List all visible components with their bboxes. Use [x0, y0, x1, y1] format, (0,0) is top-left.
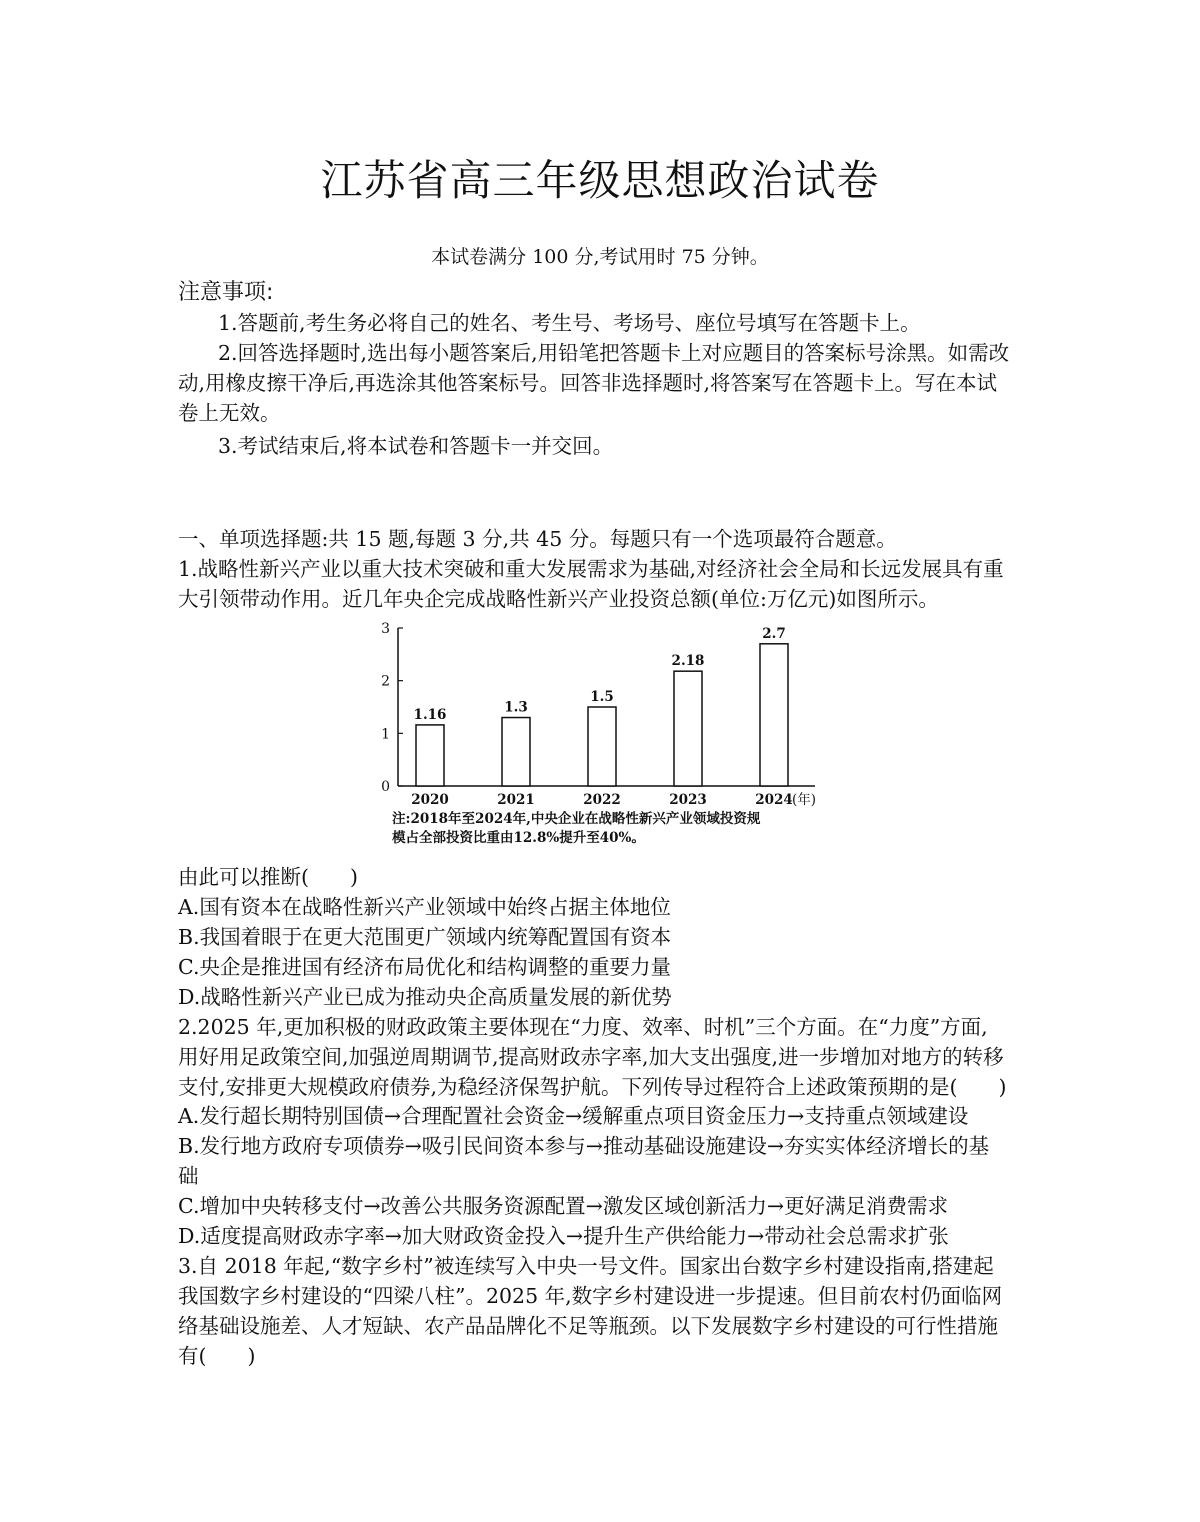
chart-note-line-2: 模占全部投资比重由12.8%提升至40%。: [392, 830, 645, 846]
bar: [674, 671, 702, 786]
x-tick-label: 2022: [583, 792, 621, 808]
q3-stem-line-4: 有( ): [178, 1344, 256, 1368]
y-tick-label: 2: [381, 673, 390, 690]
exam-subtitle: 本试卷满分 100 分,考试用时 75 分钟。: [431, 246, 769, 268]
chart-note: [392, 810, 760, 848]
q3-stem-line-1: 3.自 2018 年起,“数字乡村”被连续写入中央一号文件。国家出台数字乡村建设指南,搭建起: [178, 1254, 994, 1278]
notice-item-3: 3.考试结束后,将本试卷和答题卡一并交回。: [218, 434, 614, 458]
q2-stem-line-2: 用好用足政策空间,加强逆周期调节,提高财政赤字率,加大支出强度,进一步增加对地方的转移: [178, 1045, 1004, 1069]
q1-option-d: D.战略性新兴产业已成为推动央企高质量发展的新优势: [178, 985, 672, 1009]
q1-option-b: B.我国着眼于在更大范围更广领域内统筹配置国有资本: [178, 925, 672, 949]
notice-heading: 注意事项:: [178, 280, 274, 305]
x-tick-label: 2024: [755, 792, 793, 808]
q1-stem-line-1: 1.战略性新兴产业以重大技术突破和重大发展需求为基础,对经济社会全局和长远发展具有重: [178, 557, 1004, 581]
bar-value-label: 1.3: [504, 699, 528, 716]
bar: [760, 644, 788, 786]
bar-value-label: 2.18: [671, 653, 705, 670]
q2-option-b-line-1: B.发行地方政府专项债券→吸引民间资本参与→推动基础设施建设→夯实实体经济增长的基: [178, 1134, 990, 1158]
y-tick-label: 0: [381, 779, 390, 795]
bar: [588, 707, 616, 786]
x-tick-label: 2021: [497, 792, 535, 808]
bar-chart-svg: [370, 618, 840, 808]
notice-item-1: 1.答题前,考生务必将自己的姓名、考生号、考场号、座位号填写在答题卡上。: [218, 311, 921, 335]
q1-option-c: C.央企是推进国有经济布局优化和结构调整的重要力量: [178, 955, 671, 979]
q2-option-b-line-2: 础: [178, 1164, 199, 1188]
q2-stem-line-3: 支付,安排更大规模政府债券,为稳经济保驾护航。下列传导过程符合上述政策预期的是( ): [178, 1075, 1007, 1099]
bar: [502, 718, 530, 786]
q2-stem-line-1: 2.2025 年,更加积极的财政政策主要体现在“力度、效率、时机”三个方面。在“力度”方面,: [178, 1015, 988, 1039]
q3-stem-line-2: 我国数字乡村建设的“四梁八柱”。2025 年,数字乡村建设进一步提速。但目前农村仍面临网: [178, 1284, 1003, 1308]
q1-option-a: A.国有资本在战略性新兴产业领域中始终占据主体地位: [178, 895, 671, 919]
bar-value-label: 1.5: [590, 689, 614, 705]
q1-stem-line-2: 大引领带动作用。近几年央企完成战略性新兴产业投资总额(单位:万亿元)如图所示。: [178, 587, 939, 611]
y-tick-label: 1: [381, 726, 390, 743]
q2-option-c: C.增加中央转移支付→改善公共服务资源配置→激发区域创新活力→更好满足消费需求: [178, 1194, 948, 1218]
bar: [416, 725, 444, 786]
q2-option-d: D.适度提高财政赤字率→加大财政资金投入→提升生产供给能力→带动社会总需求扩张: [178, 1224, 949, 1248]
notice-item-2-line-1: 2.回答选择题时,选出每小题答案后,用铅笔把答题卡上对应题目的答案标号涂黑。如需改: [218, 341, 1010, 365]
q2-option-a: A.发行超长期特别国债→合理配置社会资金→缓解重点项目资金压力→支持重点领域建设: [178, 1104, 969, 1128]
bar-value-label: 2.7: [762, 625, 786, 642]
q3-stem-line-3: 络基础设施差、人才短缺、农产品品牌化不足等瓶颈。以下发展数字乡村建设的可行性措施: [178, 1314, 998, 1338]
section-heading: 一、单项选择题:共 15 题,每题 3 分,共 45 分。每题只有一个选项最符合题意。: [178, 527, 897, 551]
q1-ask: 由此可以推断( ): [178, 865, 358, 889]
x-axis-unit-label: (年): [792, 792, 817, 808]
y-tick-label: 3: [381, 621, 390, 637]
notice-item-2-line-2: 动,用橡皮擦干净后,再选涂其他答案标号。回答非选择题时,将答案写在答题卡上。写在本试: [178, 371, 998, 395]
x-tick-label: 2023: [669, 792, 707, 808]
chart-note-line-1: 注:2018年至2024年,中央企业在战略性新兴产业领域投资规: [392, 811, 761, 827]
notice-item-2-line-3: 卷上无效。: [178, 401, 281, 425]
bar-value-label: 1.16: [413, 706, 447, 723]
x-tick-label: 2020: [411, 792, 449, 808]
exam-title: 江苏省高三年级思想政治试卷: [320, 156, 880, 205]
